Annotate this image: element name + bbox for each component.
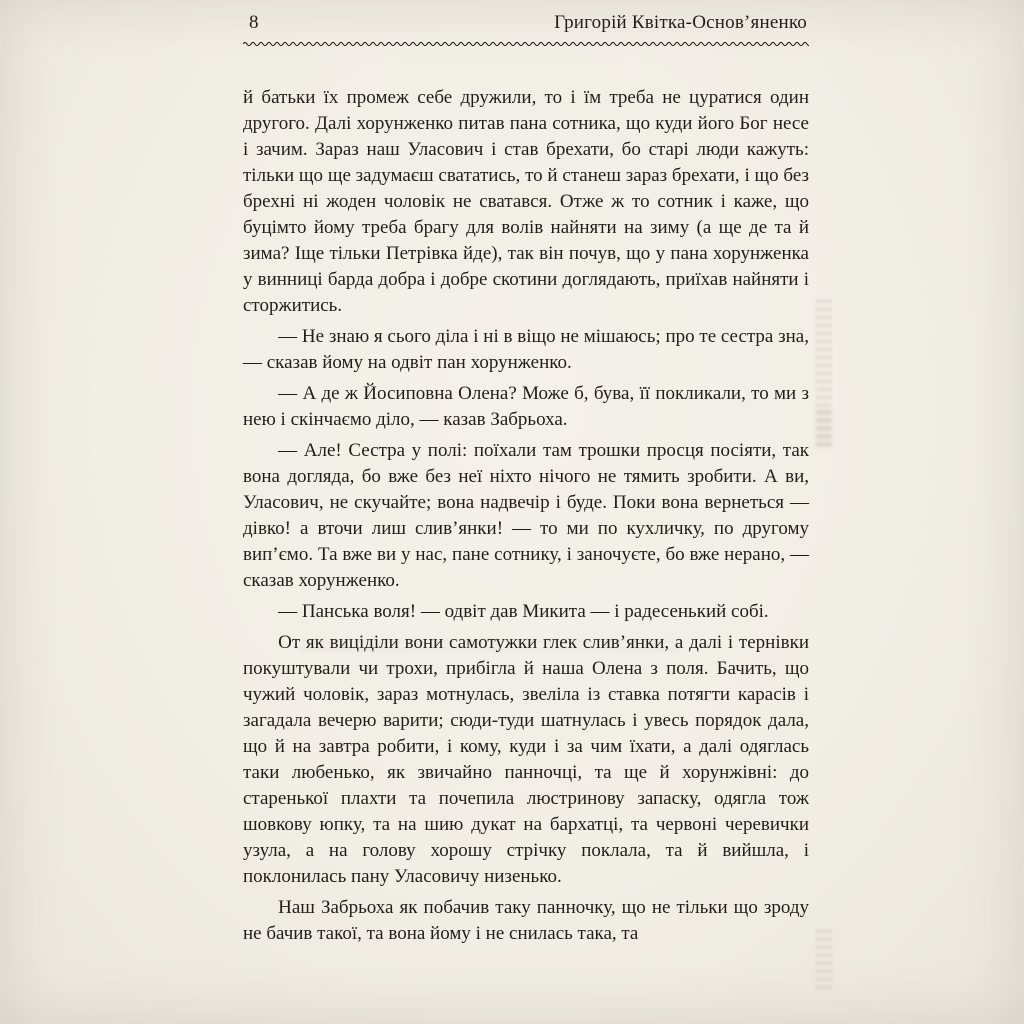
running-title: Григорій Квітка-Основ’яненко bbox=[554, 12, 807, 33]
body-paragraph: Наш Забрьоха як побачив таку панночку, що не тільки що зроду не бачив такої, та вона йому і не снилась така, та bbox=[243, 897, 809, 944]
body-paragraph: От як виціділи вони самотужки глек слив’янки, а далі і тернівки покуштували чи трохи, прибігла й наша Олена з поля. Бачить, що чужий чоловік, зараз мотнулась, звеліла із ставка потягти карасів і загадала вечерю варити; сюди-туди шатнулась і увесь порядок дала, що й на завтра робити, і кому, куди і за чим їхати, а далі одяглась таки любенько, як звичайно панночці, та ще й хорунжівні: до старенької плахти та почепила люстринову запаску, одягла тож шовкову юпку, та на шию дукат на бархатці, та червоні черевички узула, а на голову хорошу стрічку поклала, та й вийшла, і поклонилась пану Уласовичу низенько. bbox=[243, 632, 809, 887]
page-body-text bbox=[243, 85, 809, 947]
body-paragraph: — Панська воля! — одвіт дав Микита — і радесенький собі. bbox=[278, 601, 769, 622]
text-block bbox=[243, 12, 809, 952]
body-paragraph: — Але! Сестра у полі: поїхали там трошки просця посіяти, так вона догляда, бо вже без неї ніхто нічого не тямить зробити. А ви, Уласович, не скучайте; вона надвечір і буде. Поки вона вернеться — дівко! а вточи лиш слив’янки! — то ми по кухличку, по другому вип’ємо. Та вже ви у нас, пане сотнику, і заночуєте, бо вже нерано, — сказав хорунженко. bbox=[243, 440, 809, 591]
body-paragraph: — Не знаю я сього діла і ні в віщо не мішаюсь; про те сестра зна, — сказав йому на одвіт пан хорунженко. bbox=[243, 326, 809, 373]
body-paragraph: — А де ж Йосиповна Олена? Може б, бува, її покликали, то ми з нею і скінчаємо діло, — казав Забрьоха. bbox=[243, 383, 809, 430]
body-paragraph: й батьки їх промеж себе дружили, то і їм треба не цуратися один другого. Далі хорунженко питав пана сотника, що куди його Бог несе і зачим. Зараз наш Уласович і став брехати, бо старі люди кажуть: тільки що ще задумаєш свататись, то й станеш зараз брехати, і що без брехні ні жоден чоловік не сватався. Отже ж то сотник і каже, що буцімто йому треба брагу для волів найняти на зиму (а ще де та й зима? Іще тільки Петрівка йде), так він почув, що у пана хорунженка у винниці барда добра і добре скотини доглядають, приїхав найняти і сторжитись. bbox=[243, 87, 809, 316]
page-bleed-artifact bbox=[816, 410, 832, 450]
wave-path bbox=[243, 42, 809, 45]
page-number: 8 bbox=[249, 12, 259, 33]
page-bleed-artifact bbox=[816, 300, 832, 450]
page-bleed-artifact bbox=[816, 930, 832, 990]
page-header bbox=[243, 12, 809, 34]
header-rule-wave-icon bbox=[243, 39, 809, 49]
